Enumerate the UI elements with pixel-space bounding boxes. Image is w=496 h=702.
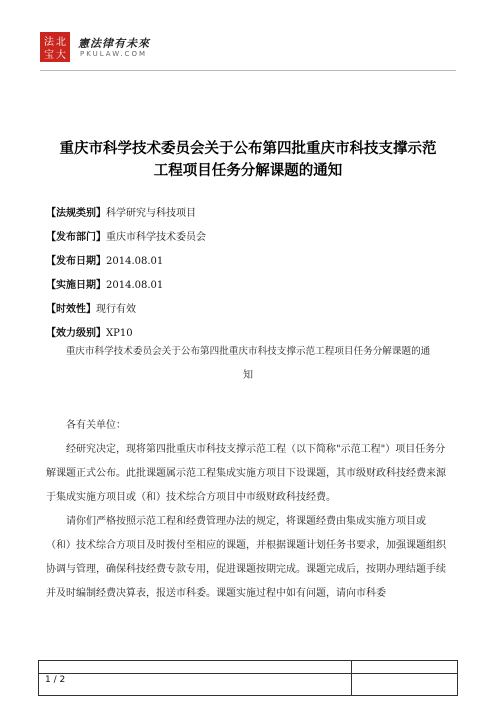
salutation-text: 各有关单位： xyxy=(66,420,126,431)
meta-level xyxy=(46,327,133,341)
meta-label: 【效力级别】 xyxy=(46,328,106,339)
logo-slogan: 憲法律有未來 xyxy=(78,37,150,50)
footer-divider xyxy=(351,661,352,695)
site-header xyxy=(40,32,460,72)
meta-value: 现行有效 xyxy=(96,304,136,315)
document-title xyxy=(40,138,456,182)
header-divider xyxy=(40,70,456,71)
footer-top-row xyxy=(39,661,457,674)
body-paragraph-1 xyxy=(46,438,450,510)
body-paragraph-2 xyxy=(46,510,450,606)
pkulaw-logo xyxy=(40,32,70,62)
salutation xyxy=(46,414,450,438)
title-line-2: 工程项目任务分解课题的通知 xyxy=(153,163,343,179)
meta-label: 【实施日期】 xyxy=(46,280,106,291)
meta-validity xyxy=(46,303,136,317)
meta-value: 2014.08.01 xyxy=(106,280,164,291)
paragraph-text: 经研究决定，现将第四批重庆市科技支撑示范工程（以下简称"示范工程"）项目任务分解课题正式公布。此批课题属示范工程集成实施方项目下设课题，其市级财政科技经费来源于集成实施方项目或（和）技术综合方项目中市级财政科技经费。 xyxy=(46,444,446,503)
subtitle-line-1: 重庆市科学技术委员会关于公布第四批重庆市科技支撑示范工程项目任务分解课题的通 xyxy=(65,346,431,357)
body-subtitle xyxy=(46,340,450,388)
title-line-1: 重庆市科学技术委员会关于公布第四批重庆市科技支撑示范 xyxy=(59,141,437,157)
meta-label: 【法规类别】 xyxy=(46,208,106,219)
subtitle-line-2: 知 xyxy=(243,370,253,381)
meta-category xyxy=(46,207,196,221)
meta-value: 科学研究与科技项目 xyxy=(106,208,196,219)
logo-domain: PKULAW.COM xyxy=(80,50,147,58)
meta-value: 重庆市科学技术委员会 xyxy=(106,232,206,243)
svg-text:法: 法 xyxy=(44,37,54,48)
page-number: 1 / 2 xyxy=(45,675,66,685)
meta-label: 【发布日期】 xyxy=(46,256,106,267)
meta-value: 2014.08.01 xyxy=(106,256,164,267)
meta-department xyxy=(46,231,206,245)
meta-value: XP10 xyxy=(106,328,133,339)
meta-effective-date xyxy=(46,279,163,293)
svg-text:大: 大 xyxy=(56,50,66,61)
paragraph-text: 请你们严格按照示范工程和经费管理办法的规定，将课题经费由集成实施方项目或（和）技术综合方项目及时拨付至相应的课题，并根据课题计划任务书要求，加强课题组织协调与管理，确保科技经费专款专用，促进课题按期完成。课题完成后，按期办理结题手续并及时编制经费决算表，报送市科委。课题实施过程中如有问题，请向市科委 xyxy=(46,516,446,599)
meta-publish-date xyxy=(46,255,163,269)
meta-label: 【发布部门】 xyxy=(46,232,106,243)
page-footer xyxy=(38,660,458,696)
meta-label: 【时效性】 xyxy=(46,304,96,315)
svg-text:宝: 宝 xyxy=(44,50,54,61)
svg-text:北: 北 xyxy=(56,37,66,48)
